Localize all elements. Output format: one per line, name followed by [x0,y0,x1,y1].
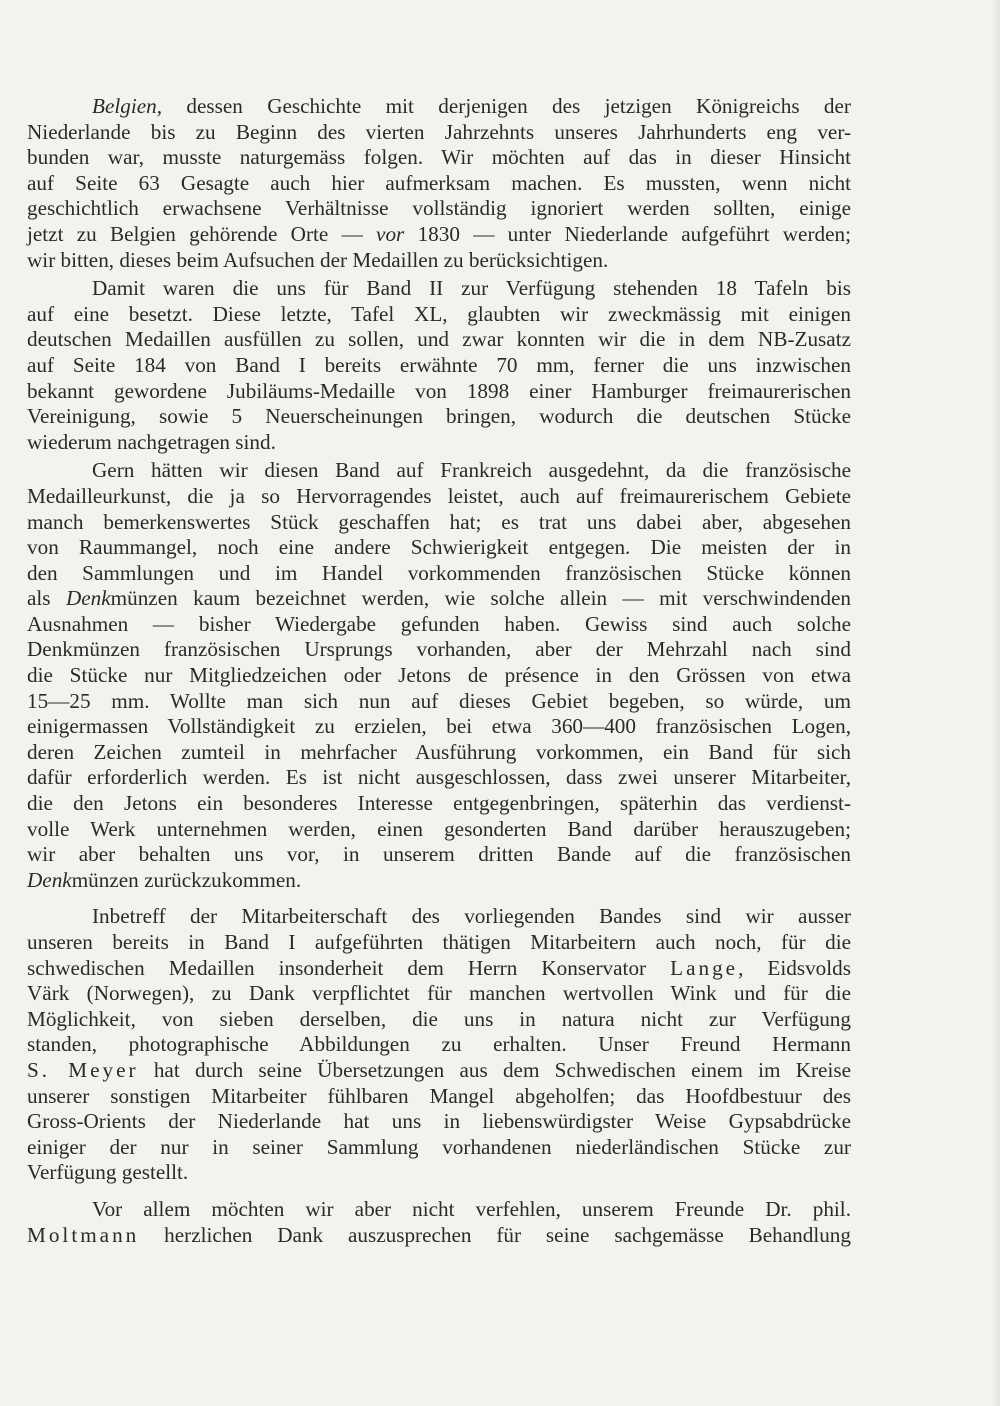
text-line [27,612,851,638]
text-line [27,1135,851,1161]
text-span: wir bitten, dieses beim Aufsuchen der Medaillen zu berücksichtigen. [27,247,609,272]
paragraph-gap [27,893,851,904]
text-line [27,637,851,663]
text-span: dafür erforderlich werden. Es ist nicht ausgeschlossen, dass zwei unserer Mitarbeiter, [27,765,851,790]
italic-text: Belgien, [92,94,163,118]
italic-text: Denk [27,867,72,892]
text-span: münzen zurückzukommen. [71,867,302,892]
text-span: einiger der nur in seiner Sammlung vorhandenen niederländischen Stücke zur [27,1134,851,1159]
text-span: schwedischen Medaillen insonderheit dem Herrn Konservator [27,955,671,980]
text-line [27,430,851,456]
text-line [27,1197,851,1223]
text-span: bunden war, musste naturgemäss folgen. Wir möchten auf das in dieser Hinsicht [27,145,851,170]
spaced-name: Lange [670,955,739,980]
text-span: Värk (Norwegen), zu Dank verpflichtet für manchen wertvollen Wink und für die [27,981,851,1006]
text-span: 1830 — unter Niederlande aufgeführt werden; [404,221,851,246]
text-span: die den Jetons ein besonderes Interesse entgegenbringen, späterhin das verdienst- [27,791,851,816]
text-span: 15—25 mm. Wollte man sich nun auf dieses Gebiet begeben, so würde, um [27,688,851,713]
text-line [27,714,851,740]
text-span: Inbetreff der Mitarbeiterschaft des vorliegenden Bandes sind wir ausser [92,904,851,929]
text-span: als [27,586,66,611]
text-line [27,981,851,1007]
text-line [27,327,851,353]
text-span: herzlichen Dank auszusprechen für seine sachgemässe Behandlung [139,1222,851,1247]
text-line [27,1032,851,1058]
body-text [27,94,851,1248]
paragraph [27,904,851,1186]
text-line [27,458,851,484]
paragraph [27,94,851,273]
text-span: Gross-Orients der Niederlande hat uns in liebenswürdigster Weise Gypsabdrücke [27,1109,851,1134]
text-span: von Raummangel, noch eine andere Schwierigkeit entgegen. Die meisten der in [27,535,851,560]
paragraph-gap [27,1186,851,1197]
text-line [27,791,851,817]
text-span: unseren bereits in Band I aufgeführten thätigen Mitarbeitern auch noch, für die [27,930,851,954]
text-span: Gern hätten wir diesen Band auf Frankreich ausgedehnt, da die französische [92,458,851,483]
text-span: bekannt gewordene Jubiläums-Medaille von 1898 einer Hamburger freimaurerischen [27,378,851,403]
text-span: die Stücke nur Mitgliedzeichen oder Jetons de présence in den Grössen von etwa [27,663,851,688]
text-span: volle Werk unternehmen werden, einen gesonderten Band darüber herauszugeben; [27,816,851,841]
text-line [27,868,851,894]
text-line [27,222,851,248]
text-line [27,1007,851,1033]
text-span: hat durch seine Übersetzungen aus dem Schwedischen einem im Kreise [138,1057,851,1082]
text-span: münzen kaum bezeichnet werden, wie solche allein — mit verschwindenden [110,586,851,611]
text-line [27,765,851,791]
text-span: Vor allem möchten wir aber nicht verfehlen, unserem Freunde Dr. phil. [92,1196,851,1221]
paragraph [27,458,851,893]
spaced-name: Moltmann [27,1222,140,1247]
text-line [27,930,851,956]
text-line [27,120,851,146]
text-line [27,689,851,715]
text-line [27,353,851,379]
text-span: deren Zeichen zumteil in mehrfacher Ausführung vorkommen, ein Band für sich [27,739,851,764]
text-line [27,171,851,197]
text-span: Ausnahmen — bisher Wiedergabe gefunden haben. Gewiss sind auch solche [27,611,851,636]
text-span: wir aber behalten uns vor, in unserem dritten Bande auf die französischen [27,842,851,867]
text-span: Denkmünzen französischen Ursprungs vorhanden, aber der Mehrzahl nach sind [27,637,851,662]
text-line [27,817,851,843]
text-line [27,248,851,274]
text-line [27,145,851,171]
text-span: jetzt zu Belgien gehörende Orte — [27,221,377,246]
text-line [27,404,851,430]
text-span: manch bemerkenswertes Stück geschaffen hat; es trat uns dabei aber, abgesehen [27,509,851,534]
text-span: standen, photographische Abbildungen zu erhalten. Unser Freund Hermann [27,1032,851,1057]
text-line [27,94,851,120]
text-line [27,1160,851,1186]
text-span: deutschen Medaillen ausfüllen zu sollen, und zwar konnten wir die in dem NB-Zusatz [27,327,851,352]
text-line [27,379,851,405]
text-line [27,1109,851,1135]
text-span: , Eidsvolds [738,955,851,980]
text-span: dessen Geschichte mit derjenigen des jetzigen Königreichs der [162,94,851,118]
text-line [27,510,851,536]
text-line [27,842,851,868]
text-line [27,740,851,766]
text-span: einigermassen Vollständigkeit zu erzielen, bei etwa 360—400 französischen Logen, [27,714,851,739]
text-line [27,663,851,689]
text-span: Verfügung gestellt. [27,1160,189,1185]
text-span: den Sammlungen und im Handel vorkommenden französischen Stücke können [27,560,851,585]
paragraph [27,276,851,455]
text-line [27,1084,851,1110]
text-line [27,586,851,612]
text-line [27,1223,851,1249]
text-line [27,535,851,561]
text-line [27,1058,851,1084]
italic-text: vor [376,221,405,246]
paragraph [27,1197,851,1248]
text-span: Medailleurkunst, die ja so Hervorragendes leistet, auch auf freimaurerischem Gebiete [27,483,851,508]
text-span: auf Seite 184 von Band I bereits erwähnte 70 mm, ferner die uns inzwischen [27,352,851,377]
text-line [27,484,851,510]
text-span: wiederum nachgetragen sind. [27,429,276,454]
text-line [27,196,851,222]
italic-text: Denk [65,586,111,611]
text-span: auf eine besetzt. Diese letzte, Tafel XL, glaubten wir zweckmässig mit einigen [27,301,851,326]
text-line [27,904,851,930]
text-span: Möglichkeit, von sieben derselben, die uns in natura nicht zur Verfügung [27,1006,851,1031]
text-span: unserer sonstigen Mitarbeiter fühlbaren Mangel abgeholfen; das Hoofdbestuur des [27,1083,851,1108]
text-span: Vereinigung, sowie 5 Neuerscheinungen bringen, wodurch die deutschen Stücke [27,404,851,429]
text-line [27,276,851,302]
text-span: Damit waren die uns für Band II zur Verfügung stehenden 18 Tafeln bis [92,276,851,301]
text-line [27,956,851,982]
text-line [27,302,851,328]
text-span: Niederlande bis zu Beginn des vierten Jahrzehnts unseres Jahrhunderts eng ver- [27,119,851,144]
text-span: auf Seite 63 Gesagte auch hier aufmerksam machen. Es mussten, wenn nicht [27,170,851,195]
text-span: geschichtlich erwachsene Verhältnisse vollständig ignoriert werden sollten, einige [27,196,851,221]
text-line [27,561,851,587]
spaced-name: S. Meyer [27,1057,139,1082]
